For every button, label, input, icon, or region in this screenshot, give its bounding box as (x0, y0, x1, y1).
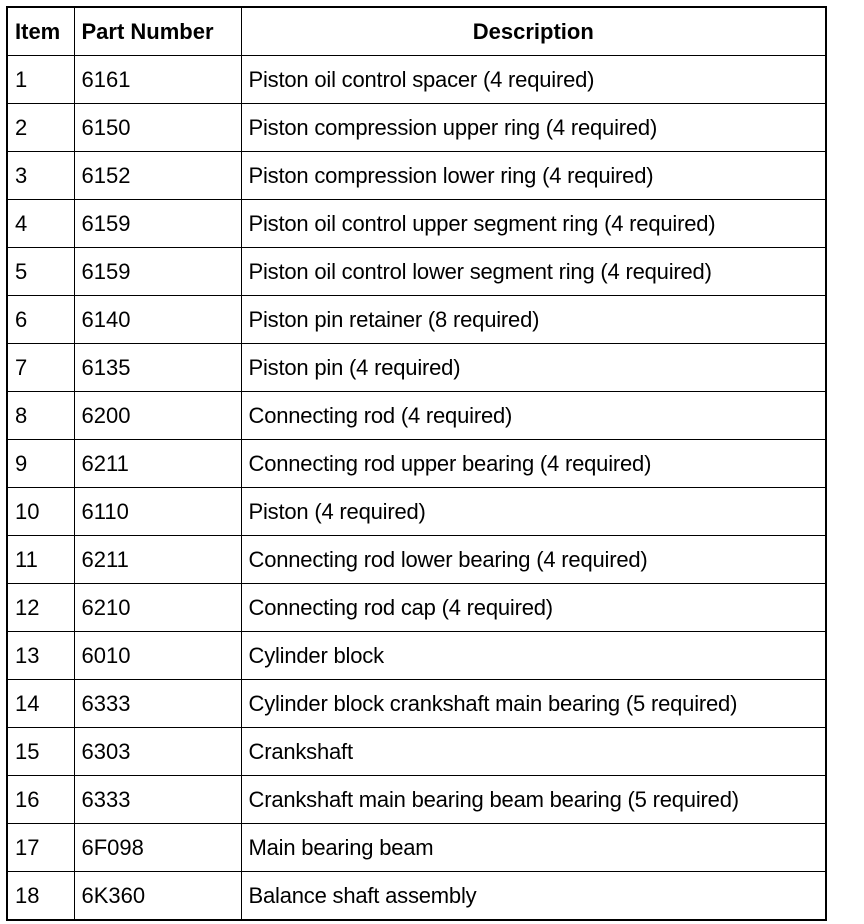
description-cell: Balance shaft assembly (241, 872, 826, 921)
table-row (7, 824, 826, 872)
part-number-cell: 6159 (74, 248, 241, 296)
part-number-cell: 6211 (74, 440, 241, 488)
table-row (7, 152, 826, 200)
item-cell: 3 (7, 152, 74, 200)
table-row (7, 200, 826, 248)
part-number-cell: 6333 (74, 776, 241, 824)
item-cell: 18 (7, 872, 74, 921)
item-cell: 7 (7, 344, 74, 392)
item-cell: 17 (7, 824, 74, 872)
description-cell: Connecting rod lower bearing (4 required) (241, 536, 826, 584)
table-header-row (7, 7, 826, 56)
table-row (7, 584, 826, 632)
part-number-cell: 6F098 (74, 824, 241, 872)
description-cell: Piston oil control lower segment ring (4 required) (241, 248, 826, 296)
item-cell: 2 (7, 104, 74, 152)
description-cell: Piston oil control spacer (4 required) (241, 56, 826, 104)
description-cell: Crankshaft (241, 728, 826, 776)
header-item: Item (7, 7, 74, 56)
description-cell: Crankshaft main bearing beam bearing (5 required) (241, 776, 826, 824)
description-cell: Piston compression upper ring (4 required) (241, 104, 826, 152)
part-number-cell: 6210 (74, 584, 241, 632)
item-cell: 8 (7, 392, 74, 440)
description-cell: Piston pin (4 required) (241, 344, 826, 392)
description-cell: Piston oil control upper segment ring (4 required) (241, 200, 826, 248)
description-cell: Connecting rod cap (4 required) (241, 584, 826, 632)
parts-table-body (7, 56, 826, 921)
table-row (7, 296, 826, 344)
part-number-cell: 6211 (74, 536, 241, 584)
parts-table (6, 6, 827, 921)
header-description: Description (241, 7, 826, 56)
description-cell: Piston pin retainer (8 required) (241, 296, 826, 344)
part-number-cell: 6303 (74, 728, 241, 776)
table-row (7, 104, 826, 152)
part-number-cell: 6K360 (74, 872, 241, 921)
item-cell: 6 (7, 296, 74, 344)
description-cell: Main bearing beam (241, 824, 826, 872)
table-row (7, 776, 826, 824)
item-cell: 9 (7, 440, 74, 488)
table-row (7, 632, 826, 680)
part-number-cell: 6110 (74, 488, 241, 536)
table-row (7, 536, 826, 584)
header-part-number: Part Number (74, 7, 241, 56)
part-number-cell: 6159 (74, 200, 241, 248)
table-row (7, 392, 826, 440)
table-row (7, 680, 826, 728)
table-row (7, 488, 826, 536)
item-cell: 15 (7, 728, 74, 776)
description-cell: Piston (4 required) (241, 488, 826, 536)
part-number-cell: 6152 (74, 152, 241, 200)
item-cell: 5 (7, 248, 74, 296)
item-cell: 11 (7, 536, 74, 584)
description-cell: Connecting rod (4 required) (241, 392, 826, 440)
table-row (7, 344, 826, 392)
part-number-cell: 6010 (74, 632, 241, 680)
item-cell: 10 (7, 488, 74, 536)
part-number-cell: 6333 (74, 680, 241, 728)
part-number-cell: 6150 (74, 104, 241, 152)
part-number-cell: 6200 (74, 392, 241, 440)
table-row (7, 728, 826, 776)
description-cell: Connecting rod upper bearing (4 required) (241, 440, 826, 488)
part-number-cell: 6140 (74, 296, 241, 344)
item-cell: 1 (7, 56, 74, 104)
part-number-cell: 6135 (74, 344, 241, 392)
description-cell: Cylinder block (241, 632, 826, 680)
table-row (7, 872, 826, 921)
description-cell: Cylinder block crankshaft main bearing (5 required) (241, 680, 826, 728)
table-row (7, 56, 826, 104)
item-cell: 4 (7, 200, 74, 248)
part-number-cell: 6161 (74, 56, 241, 104)
item-cell: 14 (7, 680, 74, 728)
item-cell: 12 (7, 584, 74, 632)
table-row (7, 440, 826, 488)
table-row (7, 248, 826, 296)
item-cell: 13 (7, 632, 74, 680)
item-cell: 16 (7, 776, 74, 824)
description-cell: Piston compression lower ring (4 required) (241, 152, 826, 200)
